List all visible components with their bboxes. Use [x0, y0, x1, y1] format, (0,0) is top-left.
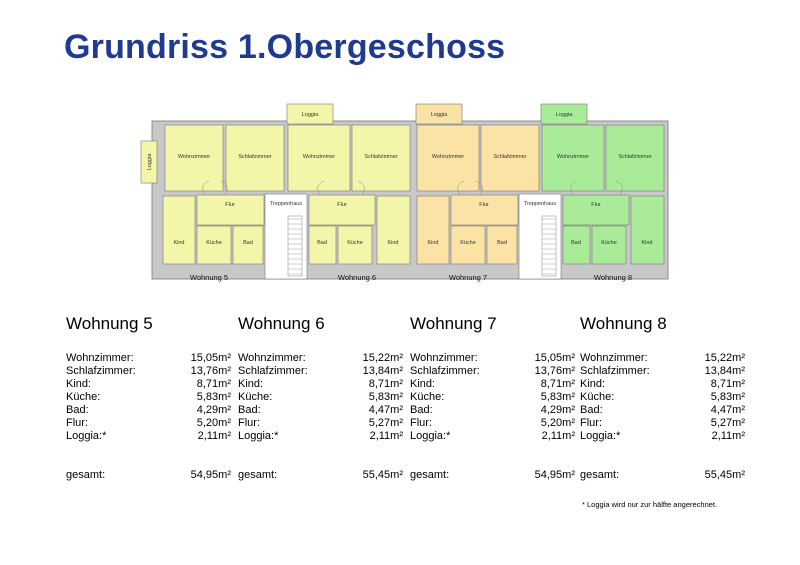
label-treppenhaus-1: Treppenhaus: [269, 201, 303, 207]
area-row: Kind: 8,71m²: [66, 378, 231, 390]
room-kind-7: [417, 196, 449, 264]
area-row: Flur: 5,27m²: [238, 417, 403, 429]
area-row: Schlafzimmer: 13,84m²: [580, 365, 745, 377]
floor-plan-drawing: [130, 96, 670, 296]
label-kind-7: Kind: [427, 240, 439, 246]
label-flur-5: Flur: [225, 202, 235, 208]
label-kueche-8: Küche: [601, 240, 617, 246]
area-row: Wohnzimmer: 15,05m²: [410, 352, 575, 364]
total-row: gesamt: 54,95m²: [410, 469, 575, 481]
area-row: Loggia:* 2,11m²: [410, 430, 575, 442]
area-row: Loggia:* 2,11m²: [580, 430, 745, 442]
unit-summary-6: [238, 314, 403, 482]
label-flur-6: Flur: [337, 202, 347, 208]
label-bad-6: Bad: [317, 240, 327, 246]
label-kueche-6: Küche: [347, 240, 363, 246]
label-wohnzimmer-5: Wohnzimmer: [177, 154, 211, 160]
unit-title: Wohnung 7: [410, 314, 497, 333]
label-loggia-8: Loggia: [555, 112, 573, 118]
room-kind-6: [377, 196, 410, 264]
area-row: Bad: 4,47m²: [238, 404, 403, 416]
area-row: Küche: 5,83m²: [66, 391, 231, 403]
label-bad-7: Bad: [497, 240, 507, 246]
label-unit-8: Wohnung 8: [593, 273, 633, 282]
room-flur-5: [197, 195, 264, 225]
footnote: * Loggia wird nur zur hälfte angerechnet.: [582, 500, 718, 509]
room-flur-7: [451, 195, 518, 225]
area-row: Schlafzimmer: 13,76m²: [66, 365, 231, 377]
area-row: Flur: 5,27m²: [580, 417, 745, 429]
room-kind-8: [631, 196, 664, 264]
label-kueche-7: Küche: [460, 240, 476, 246]
area-row: Bad: 4,47m²: [580, 404, 745, 416]
label-bad-5: Bad: [243, 240, 253, 246]
floor-plan: [130, 96, 670, 296]
label-kueche-5: Küche: [206, 240, 222, 246]
label-kind-6: Kind: [387, 240, 399, 246]
area-row: Schlafzimmer: 13,76m²: [410, 365, 575, 377]
area-row: Loggia:* 2,11m²: [66, 430, 231, 442]
area-row: Bad: 4,29m²: [410, 404, 575, 416]
unit-summary-8: [580, 314, 745, 482]
area-row: Küche: 5,83m²: [238, 391, 403, 403]
unit-title: Wohnung 5: [66, 314, 153, 333]
unit-summary-7: [410, 314, 575, 482]
label-loggia-7: Loggia: [430, 112, 448, 118]
label-loggia-6: Loggia: [301, 112, 319, 118]
stair-flight-2: [542, 216, 556, 276]
area-row: Wohnzimmer: 15,22m²: [580, 352, 745, 364]
label-flur-8: Flur: [591, 202, 601, 208]
area-row: Kind: 8,71m²: [238, 378, 403, 390]
area-row: Kind: 8,71m²: [580, 378, 745, 390]
area-row: Loggia:* 2,11m²: [238, 430, 403, 442]
label-bad-8: Bad: [571, 240, 581, 246]
area-row: Küche: 5,83m²: [580, 391, 745, 403]
unit-summary-5: [66, 314, 231, 482]
label-wohnzimmer-8: Wohnzimmer: [556, 154, 590, 160]
label-unit-6: Wohnung 6: [337, 273, 377, 282]
area-row: Wohnzimmer: 15,22m²: [238, 352, 403, 364]
total-row: gesamt: 55,45m²: [580, 469, 745, 481]
label-flur-7: Flur: [479, 202, 489, 208]
unit-title: Wohnung 8: [580, 314, 667, 333]
area-row: Wohnzimmer: 15,05m²: [66, 352, 231, 364]
label-wohnzimmer-7: Wohnzimmer: [431, 154, 465, 160]
area-row: Kind: 8,71m²: [410, 378, 575, 390]
label-unit-5: Wohnung 5: [189, 273, 229, 282]
page-title: Grundriss 1.Obergeschoss: [64, 28, 506, 66]
label-loggia-5: Loggia: [147, 153, 153, 171]
label-wohnzimmer-6: Wohnzimmer: [302, 154, 336, 160]
total-row: gesamt: 55,45m²: [238, 469, 403, 481]
unit-title: Wohnung 6: [238, 314, 325, 333]
area-row: Küche: 5,83m²: [410, 391, 575, 403]
room-flur-6: [309, 195, 375, 225]
label-schlafzimmer-7: Schlafzimmer: [493, 154, 527, 160]
area-row: Flur: 5,20m²: [66, 417, 231, 429]
area-row: Flur: 5,20m²: [410, 417, 575, 429]
label-treppenhaus-2: Treppenhaus: [523, 201, 557, 207]
label-schlafzimmer-6: Schlafzimmer: [364, 154, 398, 160]
area-row: Schlafzimmer: 13,84m²: [238, 365, 403, 377]
total-row: gesamt: 54,95m²: [66, 469, 231, 481]
label-schlafzimmer-8: Schlafzimmer: [618, 154, 652, 160]
label-unit-7: Wohnung 7: [448, 273, 488, 282]
room-flur-8: [563, 195, 629, 225]
room-kind-5: [163, 196, 195, 264]
label-schlafzimmer-5: Schlafzimmer: [238, 154, 272, 160]
stair-flight-1: [288, 216, 302, 276]
area-row: Bad: 4,29m²: [66, 404, 231, 416]
label-kind-5: Kind: [173, 240, 185, 246]
label-kind-8: Kind: [641, 240, 653, 246]
